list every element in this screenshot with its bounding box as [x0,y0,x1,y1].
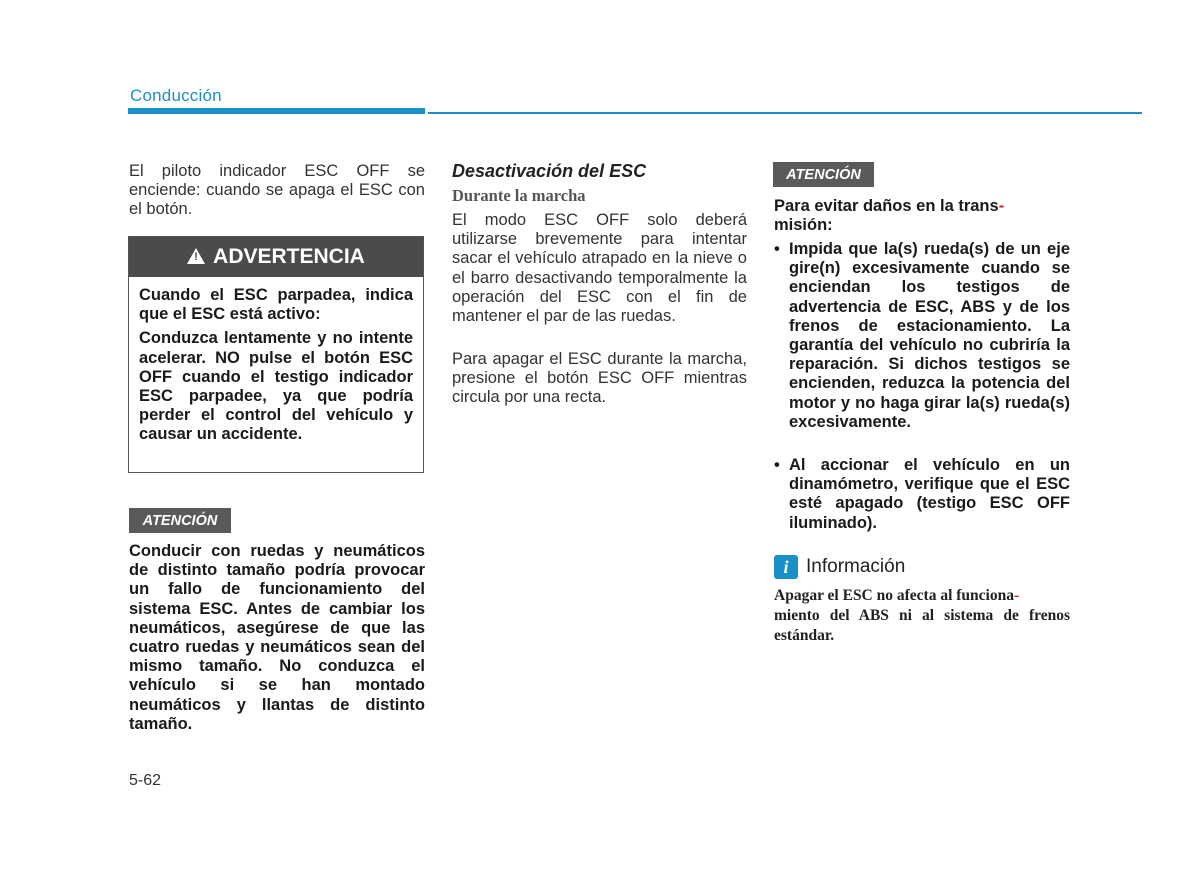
caution-bullet-list [774,456,1070,533]
caution-tag: ATENCIÓN [773,162,874,187]
info-text-part: Apagar el ESC no afecta al funciona [774,587,1014,604]
list-item [774,240,1070,432]
info-heading: Información [806,556,906,577]
warning-triangle-icon [187,248,205,264]
esc-off-how-to-paragraph: Para apagar el ESC durante la marcha, presione el botón ESC OFF mientras circula por una recta. [452,350,747,407]
warning-lead: Cuando el ESC parpadea, indica que el ESC está activo: [139,286,413,324]
bullet-text: Impida que la(s) rueda(s) de un eje gire(n) excesivamente cuando se enciendan los testigos de advertencia de ESC, ABS y de los frenos de estacionamiento. La garantía del vehículo no cubriría la reparación. Si dichos testigos se encienden, reduzca la potencia del motor y no haga girar la(s) rueda(s) excesivamente. [789,240,1070,431]
caution-text-tire-size: Conducir con ruedas y neumáticos de distinto tamaño podría provocar un fallo de funcionamiento del sistema ESC. Antes de cambiar los neumáticos, asegúrese de que las cuatro ruedas y neumáticos sean del mismo tamaño. No conduzca el vehículo si se han montado neumáticos y llantas de distinto tamaño. [129,542,425,733]
warning-content [129,277,423,445]
bullet-icon: • [774,456,780,474]
warning-box [128,236,424,473]
intro-text-part: misión: [774,216,833,235]
bullet-text: Al accionar el vehículo en un dinamómetro, verifique que el ESC esté apagado (testigo ESC OFF iluminado). [789,456,1070,532]
esc-off-mode-paragraph: El modo ESC OFF solo deberá utilizarse brevemente para intentar sacar el vehículo atrapado en la nieve o el barro desactivando temporalmente la operación del ESC con el fin de mantener el par de las ruedas. [452,211,747,326]
info-text [774,586,1070,646]
section-heading: Desactivación del ESC [452,161,647,181]
header-rule-thick [128,108,425,114]
hyphenation-mark: - [1013,587,1020,604]
section-subheading: Durante la marcha [452,186,586,205]
transmission-caution-intro [774,197,1070,235]
header-rule-thin [428,112,1142,114]
bullet-icon: • [774,240,780,258]
info-icon: i [774,555,798,579]
info-text-part: miento del ABS ni al sistema de frenos estándar. [774,607,1070,644]
esc-off-indicator-paragraph: El piloto indicador ESC OFF se enciende: cuando se apaga el ESC con el botón. [129,162,425,219]
section-title: Conducción [130,86,222,105]
warning-header [129,237,423,277]
info-heading-row [774,555,905,579]
hyphenation-mark: - [998,197,1005,215]
list-item [774,456,1070,533]
page-number: 5-62 [129,772,162,789]
warning-body: Conduzca lentamente y no intente acelerar. NO pulse el botón ESC OFF cuando el testigo indicador ESC parpadee, ya que podría perder el control del vehículo y causar un accidente. [139,329,413,444]
intro-text-part: Para evitar daños en la trans [774,197,999,215]
warning-title: ADVERTENCIA [213,245,365,268]
caution-bullet-list [774,240,1070,432]
caution-tag: ATENCIÓN [129,508,231,533]
